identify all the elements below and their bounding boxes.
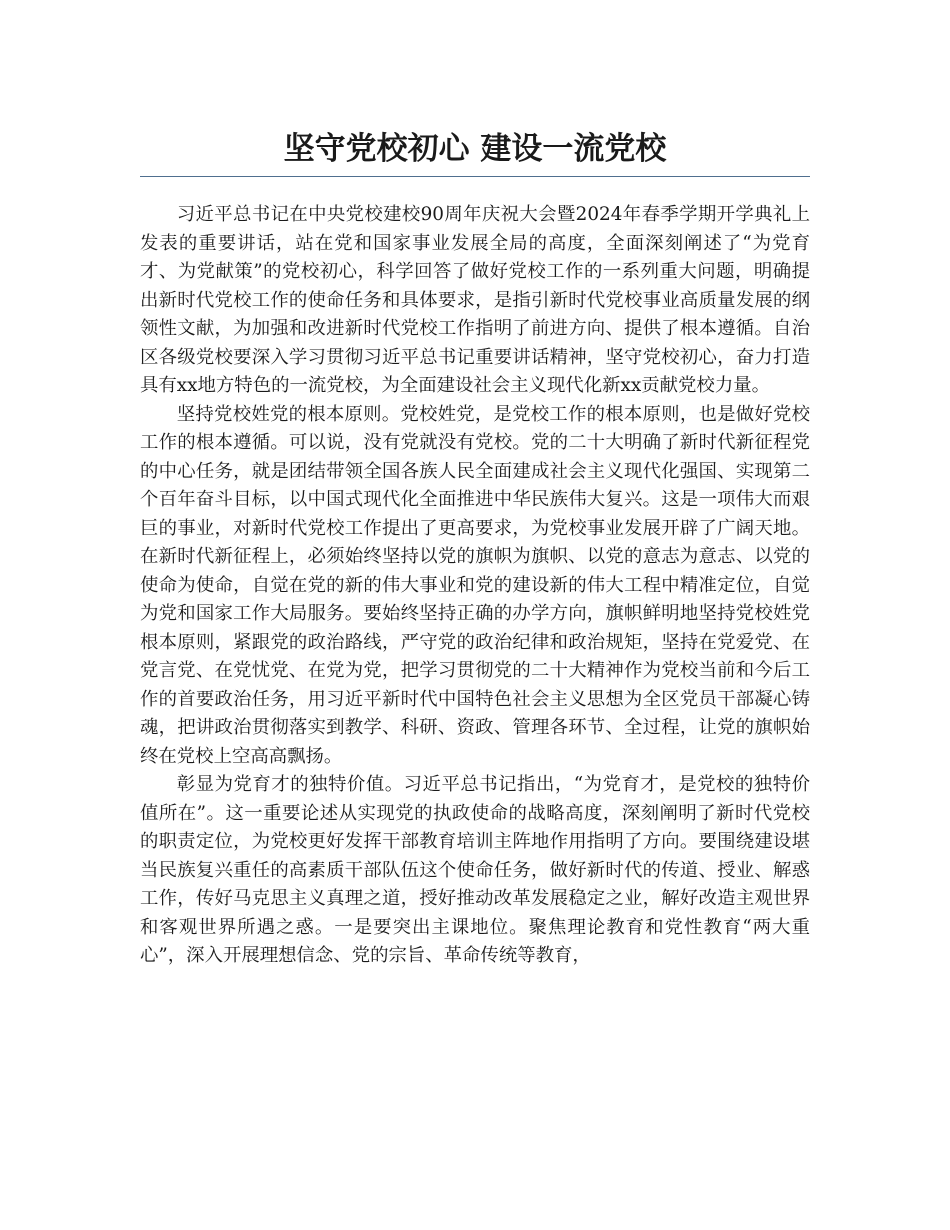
paragraph-intro: 习近平总书记在中央党校建校90周年庆祝大会暨2024年春季学期开学典礼上发表的重要讲话，站在党和国家事业发展全局的高度，全面深刻阐述了“为党育才、为党献策”的党校初心，科学回答了做好党校工作的一系列重大问题，明确提出新时代党校工作的使命任务和具体要求，是指引新时代党校事业高质量发展的纲领性文献，为加强和改进新时代党校工作指明了前进方向、提供了根本遵循。自治区各级党校要深入学习贯彻习近平总书记重要讲话精神，坚守党校初心，奋力打造具有xx地方特色的一流党校，为全面建设社会主义现代化新xx贡献党校力量。 xyxy=(140,204,810,396)
paragraph-party-principle: 坚持党校姓党的根本原则。党校姓党，是党校工作的根本原则，也是做好党校工作的根本遵循。可以说，没有党就没有党校。党的二十大明确了新时代新征程党的中心任务，就是团结带领全国各族人民全面建成社会主义现代化强国、实现第二个百年奋斗目标，以中国式现代化全面推进中华民族伟大复兴。这是一项伟大而艰巨的事业，对新时代党校工作提出了更高要求，为党校事业发展开辟了广阔天地。在新时代新征程上，必须始终坚持以党的旗帜为旗帜、以党的意志为意志、以党的使命为使命，自觉在党的新的伟大事业和党的建设新的伟大工程中精准定位，自觉为党和国家工作大局服务。要始终坚持正确的办学方向，旗帜鲜明地坚持党校姓党根本原则，紧跟党的政治路线，严守党的政治纪律和政治规矩，坚持在党爱党、在党言党、在党忧党、在党为党，把学习贯彻党的二十大精神作为党校当前和今后工作的首要政治任务，用习近平新时代中国特色社会主义思想为全区党员干部凝心铸魂，把讲政治贯彻落实到教学、科研、资政、管理各环节、全过程，让党的旗帜始终在党校上空高高飘扬。 xyxy=(140,403,810,767)
paragraph-cultivate-talent: 彰显为党育才的独特价值。习近平总书记指出，“为党育才，是党校的独特价值所在”。这一重要论述从实现党的执政使命的战略高度，深刻阐明了新时代党校的职责定位，为党校更好发挥干部教育培训主阵地作用指明了方向。要围绕建设堪当民族复兴重任的高素质干部队伍这个使命任务，做好新时代的传道、授业、解惑工作，传好马克思主义真理之道，授好推动改革发展稳定之业，解好改造主观世界和客观世界所遇之惑。一是要突出主课地位。聚焦理论教育和党性教育“两大重心”，深入开展理想信念、党的宗旨、革命传统等教育， xyxy=(140,774,810,966)
document-body xyxy=(140,201,810,971)
title-divider xyxy=(140,176,810,177)
document-title: 坚守党校初心 建设一流党校 xyxy=(283,131,667,167)
